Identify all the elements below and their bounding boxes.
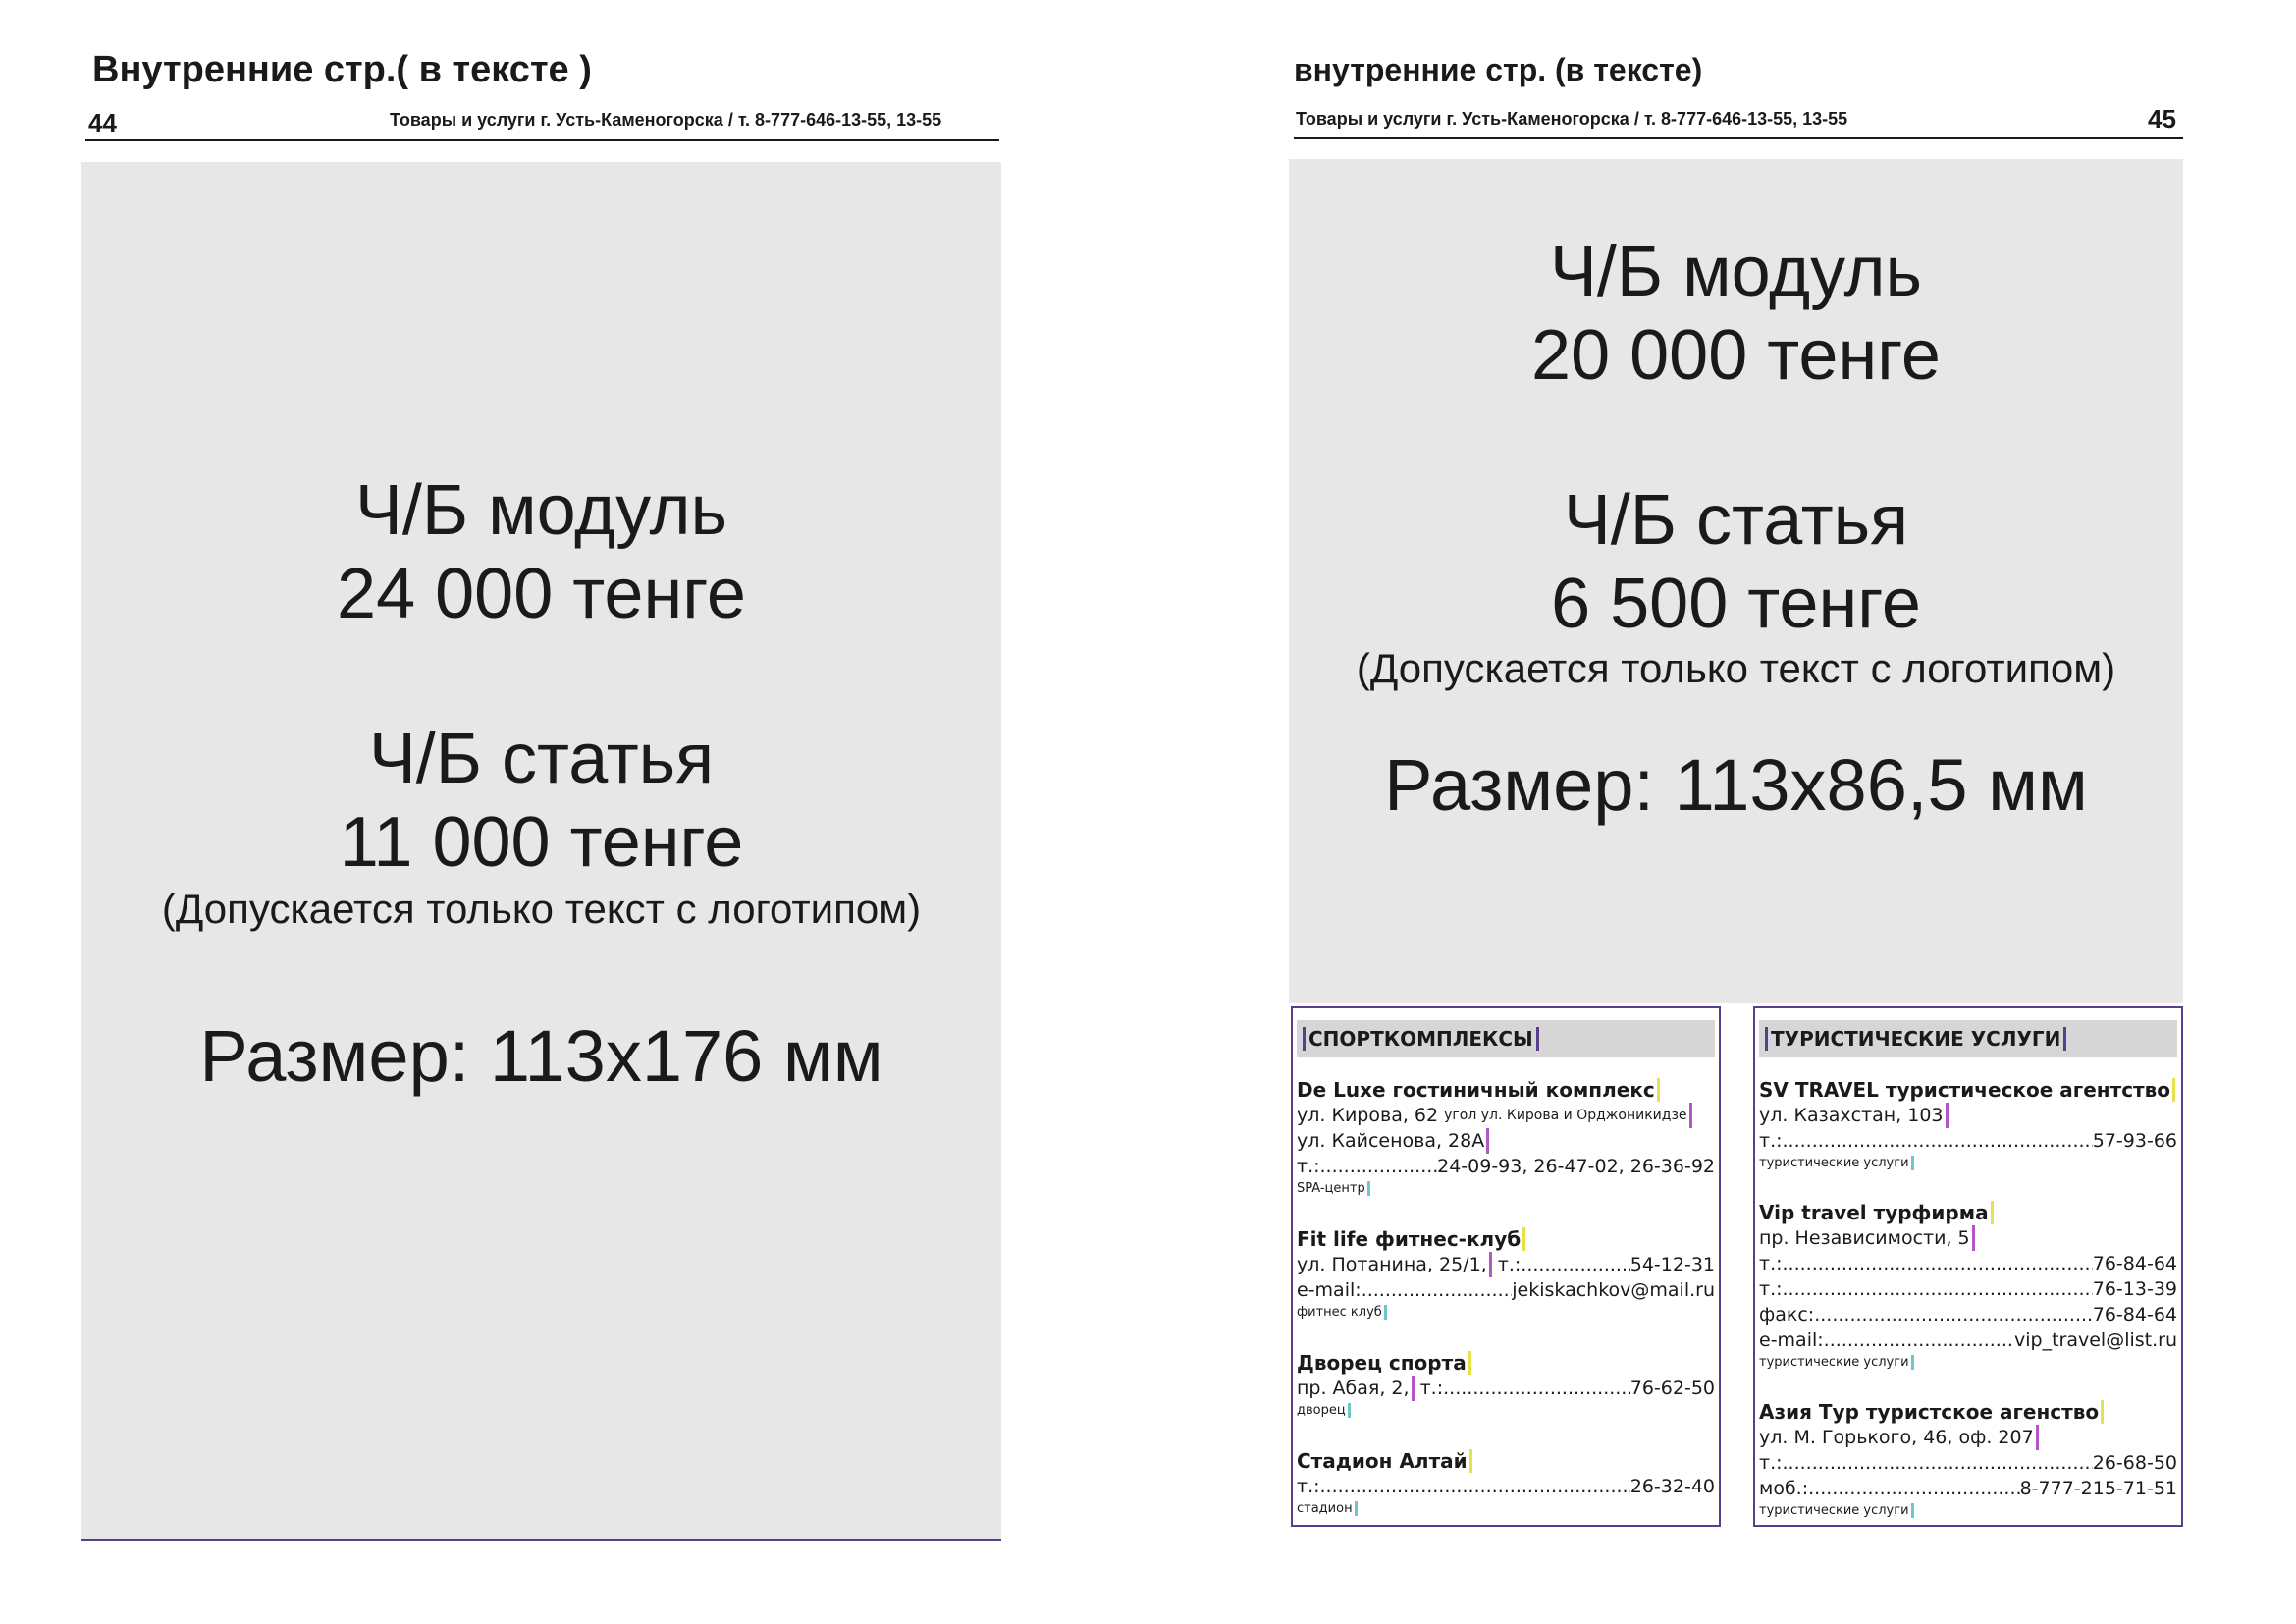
entry-phone: 57-93-66 bbox=[2092, 1130, 2177, 1152]
entry-phone-label: т.: bbox=[1297, 1476, 1320, 1497]
entry-phone-label: т.: bbox=[1497, 1254, 1522, 1275]
entry-phone-label: т.: bbox=[1419, 1378, 1444, 1399]
entry-name: Vip travel турфирма bbox=[1759, 1201, 1994, 1224]
left-article-label: Ч/Б статья bbox=[368, 720, 715, 798]
right-page-number: 45 bbox=[2148, 104, 2176, 134]
entry-phone: 76-62-50 bbox=[1629, 1378, 1715, 1399]
entry-address-note: угол ул. Кирова и Орджоникидзе bbox=[1444, 1103, 1691, 1128]
entry-address: ул. М. Горького, 46, оф. 207 bbox=[1759, 1425, 2039, 1450]
entry-phone-label: т.: bbox=[1759, 1452, 1783, 1474]
entry-mobile-label: моб.: bbox=[1759, 1478, 1809, 1499]
left-note: (Допускается только текст с логотипом) bbox=[161, 886, 922, 932]
entry-name: SV TRAVEL туристическое агентство bbox=[1759, 1078, 2175, 1102]
left-module-price: 24 000 тенге bbox=[337, 555, 746, 633]
entry-phone-label: т.: bbox=[1759, 1278, 1783, 1300]
right-module-price: 20 000 тенге bbox=[1531, 316, 1941, 395]
list-item bbox=[1297, 1226, 1715, 1323]
entry-category: туристические услуги bbox=[1759, 1355, 1914, 1370]
entry-category: дворец bbox=[1297, 1403, 1351, 1418]
entry-name: Дворец спорта bbox=[1297, 1351, 1471, 1375]
entry-phone-label: т.: bbox=[1759, 1130, 1783, 1152]
right-size: Размер: 113х86,5 мм bbox=[1384, 744, 2088, 826]
entry-phone: 26-68-50 bbox=[2092, 1452, 2177, 1474]
entry-email-label: e-mail: bbox=[1759, 1329, 1824, 1351]
left-module-label: Ч/Б модуль bbox=[354, 471, 728, 550]
directory-column-sports bbox=[1291, 1006, 1721, 1527]
entry-phone-label: т.: bbox=[1297, 1156, 1320, 1177]
entry-email[interactable]: vip_travel@list.ru bbox=[2014, 1329, 2177, 1351]
list-item bbox=[1759, 1200, 2177, 1373]
right-article-price: 6 500 тенге bbox=[1551, 565, 1921, 643]
entry-category: стадион bbox=[1297, 1501, 1358, 1516]
entry-fax-label: факс: bbox=[1759, 1304, 1815, 1326]
right-header-rule bbox=[1294, 137, 2183, 139]
right-ad-panel bbox=[1289, 159, 2183, 1003]
entry-name: Азия Тур туристское агенство bbox=[1759, 1400, 2104, 1424]
left-article-price: 11 000 тенге bbox=[339, 803, 744, 882]
entry-phone: 26-32-40 bbox=[1629, 1476, 1715, 1497]
list-item bbox=[1297, 1077, 1715, 1199]
entry-name: De Luxe гостиничный комплекс bbox=[1297, 1078, 1660, 1102]
right-running-header: Товары и услуги г. Усть-Каменогорска / т. 8-777-646-13-55, 13-55 bbox=[1296, 109, 1848, 129]
left-header-rule bbox=[85, 139, 999, 141]
list-item bbox=[1759, 1399, 2177, 1521]
list-item bbox=[1759, 1077, 2177, 1173]
column-heading: СПОРТКОМПЛЕКСЫ bbox=[1297, 1020, 1715, 1057]
entry-category: туристические услуги bbox=[1759, 1156, 1914, 1170]
right-note: (Допускается только текст с логотипом) bbox=[1356, 645, 2116, 691]
entry-address-2: ул. Кайсенова, 28А bbox=[1297, 1128, 1489, 1154]
left-page-title: Внутренние стр.( в тексте ) bbox=[92, 49, 592, 90]
entry-email-label: e-mail: bbox=[1297, 1279, 1362, 1301]
left-size: Размер: 113х176 мм bbox=[199, 1015, 883, 1097]
entry-address: пр. Абая, 2, bbox=[1297, 1376, 1415, 1401]
entry-category: SPA-центр bbox=[1297, 1181, 1370, 1196]
left-ad-panel bbox=[81, 162, 1001, 1539]
entry-mobile: 8-777-215-71-51 bbox=[2019, 1478, 2177, 1499]
entry-address: ул. Кирова, 62 bbox=[1297, 1105, 1439, 1126]
entry-fax: 76-84-64 bbox=[2092, 1304, 2177, 1326]
entry-category: фитнес клуб bbox=[1297, 1305, 1387, 1320]
entry-address: ул. Потанина, 25/1, bbox=[1297, 1252, 1492, 1277]
list-item bbox=[1297, 1350, 1715, 1421]
entry-address: пр. Независимости, 5 bbox=[1759, 1225, 1975, 1251]
right-module-label: Ч/Б модуль bbox=[1549, 233, 1923, 311]
entry-phone: 24-09-93, 26-47-02, 26-36-92 bbox=[1437, 1156, 1715, 1177]
left-running-header: Товары и услуги г. Усть-Каменогорска / т. 8-777-646-13-55, 13-55 bbox=[390, 110, 942, 130]
left-page-number: 44 bbox=[88, 108, 117, 137]
entry-name: Fit life фитнес-клуб bbox=[1297, 1227, 1525, 1251]
right-page-title: внутренние стр. (в тексте) bbox=[1294, 52, 1703, 87]
entry-email[interactable]: jekiskachkov@mail.ru bbox=[1512, 1279, 1715, 1301]
entry-phone: 54-12-31 bbox=[1629, 1254, 1715, 1275]
entry-name: Стадион Алтай bbox=[1297, 1449, 1472, 1473]
left-bottom-rule bbox=[81, 1539, 1001, 1541]
right-article-label: Ч/Б статья bbox=[1563, 481, 1909, 560]
column-heading: ТУРИСТИЧЕСКИЕ УСЛУГИ bbox=[1759, 1020, 2177, 1057]
entry-phone: 76-13-39 bbox=[2092, 1278, 2177, 1300]
entry-category: туристические услуги bbox=[1759, 1503, 1914, 1518]
entry-address: ул. Казахстан, 103 bbox=[1759, 1103, 1949, 1128]
entry-phone: 76-84-64 bbox=[2092, 1253, 2177, 1274]
entry-phone-label: т.: bbox=[1759, 1253, 1783, 1274]
list-item bbox=[1297, 1448, 1715, 1519]
directory-column-travel bbox=[1753, 1006, 2183, 1527]
